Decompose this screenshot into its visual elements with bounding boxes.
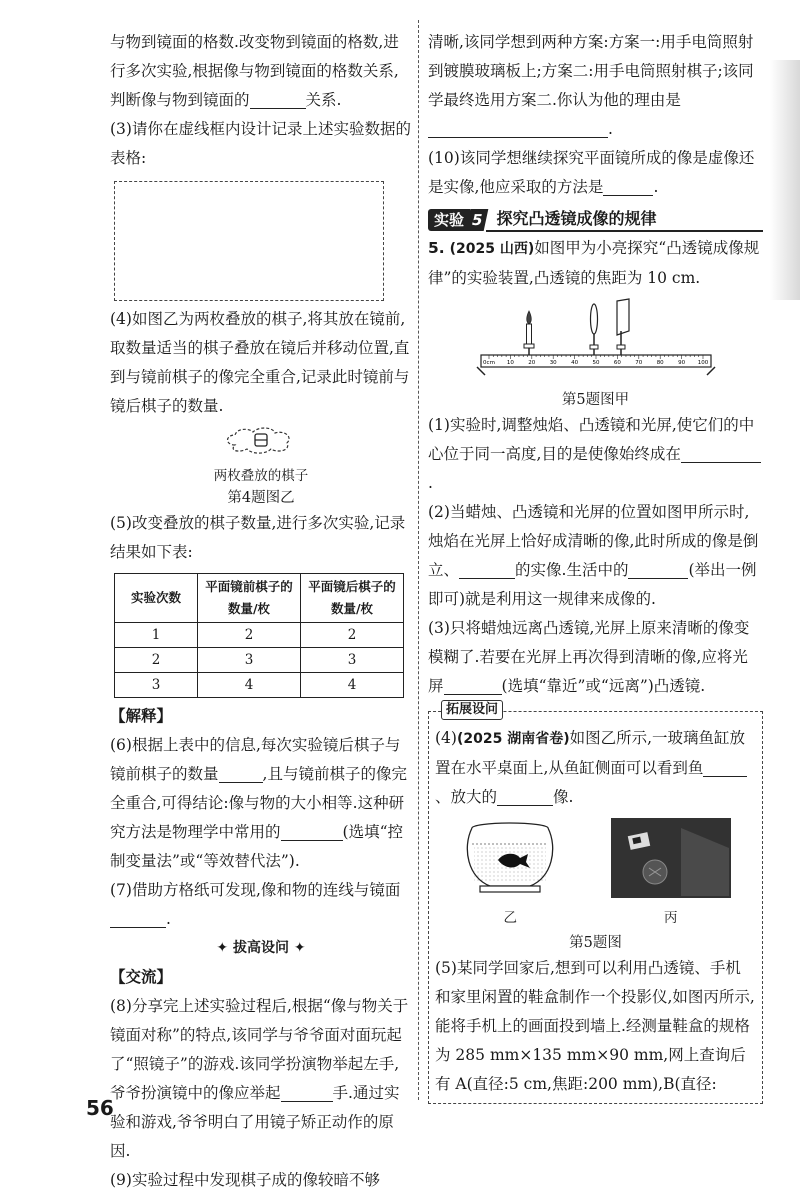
- question-5-intro: [428, 234, 763, 293]
- page-edge-shadow: [770, 60, 800, 300]
- ruler-tick-label: 0cm: [482, 360, 495, 366]
- convex-lens-icon: [590, 304, 598, 355]
- left-column: [110, 28, 412, 1195]
- table-cell: 3: [301, 648, 404, 673]
- text: (1)实验时,调整烛焰、凸透镜和光屏,使它们的中心位于同一高度,目的是使像始终成在: [428, 416, 755, 463]
- figure-bing: [611, 818, 731, 928]
- bench-leg: [477, 367, 485, 375]
- text: (6)根据上表中的信息,每次实验镜后棋子与镜前棋子的数量: [110, 736, 401, 783]
- table-row: [115, 648, 404, 673]
- text: 如图甲为小亮探究“凸透镜成像规律”的实验装置,凸透镜的焦距为 10 cm.: [428, 239, 760, 287]
- table-row: [115, 673, 404, 698]
- ruler-tick-label: 10: [506, 360, 514, 366]
- question-number: 5.: [428, 239, 445, 257]
- text: 、放大的: [435, 788, 498, 806]
- table-cell: 4: [198, 673, 301, 698]
- answer-blank[interactable]: [628, 560, 688, 579]
- text: (举出一例即可)就是利用这一规律来成像的.: [428, 561, 757, 608]
- table-header: 平面镜前棋子的数量/枚: [198, 574, 301, 623]
- experiment-title: 探究凸透镜成像的规律: [486, 208, 763, 232]
- ruler-tick-label: 100: [697, 360, 708, 366]
- extension-tag: 拓展设问: [441, 700, 503, 720]
- question-3: (3)请你在虚线框内设计记录上述实验数据的表格:: [110, 120, 411, 167]
- text: 的实像.生活中的: [515, 561, 629, 579]
- extension-box: [428, 702, 763, 1104]
- text: (3)只将蜡烛远离凸透镜,光屏上原来清晰的像变模糊了.若要在光屏上再次得到清晰的像,应将光屏: [428, 619, 750, 695]
- explain-heading: 【解释】: [110, 707, 173, 725]
- ruler-tick-label: 40: [570, 360, 578, 366]
- text: .: [608, 120, 613, 138]
- answer-blank[interactable]: [219, 764, 263, 783]
- figure-label: 丙: [664, 910, 678, 926]
- text: .: [166, 910, 171, 928]
- text: 像.: [553, 788, 574, 806]
- table-header: 实验次数: [115, 574, 198, 623]
- sub-question-2: [428, 498, 763, 614]
- answer-blank[interactable]: [110, 909, 166, 928]
- text: 如图乙所示,一玻璃鱼缸放置在水平桌面上,从鱼缸侧面可以看到鱼: [435, 729, 746, 777]
- text: .: [653, 178, 659, 196]
- table-cell: 3: [115, 673, 198, 698]
- table-cell: 2: [198, 623, 301, 648]
- page-number: 56: [86, 1096, 114, 1120]
- text: (选填“靠近”或“远离”)凸透镜.: [501, 677, 706, 695]
- sub-question-5: (5)某同学回家后,想到可以利用凸透镜、手机和家里闲置的鞋盒制作一个投影仪,如图丙所示,能将手机上的画面投到墙上.经测量鞋盒的规格为 285 mm×135 mm×90 mm,网上查询后有 A(直径:5 cm,焦距:200 mm),B(直径:: [435, 959, 755, 1093]
- question-9-cont: [428, 28, 763, 144]
- table-header: 平面镜后棋子的数量/枚: [301, 574, 404, 623]
- answer-blank[interactable]: [603, 177, 653, 196]
- table-cell: 3: [198, 648, 301, 673]
- answer-blank[interactable]: [281, 822, 343, 841]
- ruler-tick-label: 30: [549, 360, 557, 366]
- table-cell: 1: [115, 623, 198, 648]
- fish-tank-image: [460, 818, 560, 898]
- answer-blank[interactable]: [459, 560, 515, 579]
- question-7: [110, 876, 412, 934]
- text: ,且与镜前棋子的像完全重合,可得结论:像与物的大小相等.这种研究方法是物理学中常用的: [110, 765, 407, 841]
- ruler-tick-label: 20: [527, 360, 535, 366]
- ruler-tick-label: 60: [613, 360, 621, 366]
- table-row: [115, 623, 404, 648]
- question-8: [110, 992, 412, 1166]
- sub-question-3: [428, 614, 763, 701]
- figure-label: 乙: [503, 910, 517, 926]
- question-source: (2025 山西): [449, 241, 535, 257]
- text: .: [428, 474, 433, 492]
- candle-icon: [524, 311, 534, 355]
- answer-blank[interactable]: [444, 676, 502, 695]
- result-table: [114, 573, 404, 698]
- text: (4): [435, 729, 457, 747]
- column-divider: [418, 20, 419, 1100]
- paragraph: [110, 28, 412, 115]
- ruler-tick-label: 70: [634, 360, 642, 366]
- answer-blank[interactable]: [681, 444, 761, 463]
- chess-piece-cloud-icon: [221, 425, 301, 455]
- figure-caption: 第4题图乙: [227, 490, 295, 506]
- question-10: [428, 144, 763, 202]
- exchange-heading: 【交流】: [110, 968, 173, 986]
- experiment-number: 5: [466, 209, 489, 231]
- figure-5-yi-bing: [435, 818, 756, 928]
- right-column: [428, 28, 763, 1104]
- table-design-box[interactable]: [114, 181, 384, 301]
- text: (7)借助方格纸可发现,像和物的连线与镜面: [110, 881, 401, 899]
- question-5: (5)改变叠放的棋子数量,进行多次实验,记录结果如下表:: [110, 514, 406, 561]
- question-9: (9)实验过程中发现棋子成的像较暗不够: [110, 1171, 380, 1189]
- figure-yi: [460, 818, 560, 928]
- figure-inner-label: 两枚叠放的棋子: [213, 468, 309, 484]
- text: (选填“控制变量法”或“等效替代法”).: [110, 823, 403, 870]
- sub-question-4: [435, 724, 756, 812]
- table-cell: 2: [115, 648, 198, 673]
- optical-bench-diagram: [471, 297, 721, 379]
- sub-question-1: [428, 411, 763, 498]
- text: 与物到镜面的格数.改变物到镜面的格数,进行多次实验,根据像与物到镜面的格数关系,判断像与物到镜面的: [110, 33, 399, 109]
- question-4: (4)如图乙为两枚叠放的棋子,将其放在镜前,取数量适当的棋子叠放在镜后并移动位置,直到与镜前棋子的像完全重合,记录此时镜前与镜后棋子的数量.: [110, 310, 410, 415]
- figure-caption: 第5题图: [569, 935, 622, 951]
- text: (8)分享完上述实验过程后,根据“像与物关于镜面对称”的特点,该同学与爷爷面对面玩起了“照镜子”的游戏.该同学扮演物举起左手,爷爷扮演镜中的像应举起: [110, 997, 409, 1102]
- bench-leg: [707, 367, 715, 375]
- advance-heading: [110, 934, 412, 963]
- answer-blank[interactable]: [428, 119, 608, 138]
- ruler-tick-label: 80: [656, 360, 664, 366]
- ruler-tick-label: 90: [677, 360, 685, 366]
- answer-blank[interactable]: [281, 1083, 333, 1102]
- figure-5-jia: [428, 297, 763, 411]
- question-source: (2025 湖南省卷): [456, 731, 570, 747]
- diamond-icon: ✦: [216, 940, 229, 956]
- figure-4-yi: [110, 425, 412, 509]
- text: (10)该同学想继续探究平面镜所成的像是虚像还是实像,他应采取的方法是: [428, 149, 755, 196]
- shoebox-projector-photo: [611, 818, 731, 898]
- text: 清晰,该同学想到两种方案:方案一:用手电筒照射到镀膜玻璃板上;方案二:用手电筒照射棋子;该同学最终选用方案二.你认为他的理由是: [428, 33, 754, 109]
- table-cell: 2: [301, 623, 404, 648]
- table-cell: 4: [301, 673, 404, 698]
- text: 关系.: [305, 91, 342, 109]
- answer-blank[interactable]: [703, 758, 747, 777]
- answer-blank[interactable]: [250, 90, 306, 109]
- question-6: [110, 731, 412, 876]
- text: (2)当蜡烛、凸透镜和光屏的位置如图甲所示时,烛焰在光屏上恰好成清晰的像,此时所成的像是倒立、: [428, 503, 759, 579]
- table-header-row: [115, 574, 404, 623]
- light-screen-icon: [617, 299, 629, 355]
- ruler-tick-label: 50: [592, 360, 599, 366]
- text: 手.通过实验和游戏,爷爷明白了用镜子矫正动作的原因.: [110, 1084, 400, 1160]
- experiment-5-heading: [428, 208, 763, 232]
- advance-label: 拔高设问: [233, 940, 289, 956]
- experiment-tag: 实验: [428, 209, 470, 231]
- figure-caption: 第5题图甲: [561, 392, 630, 408]
- answer-blank[interactable]: [497, 787, 553, 806]
- diamond-icon: ✦: [293, 940, 306, 956]
